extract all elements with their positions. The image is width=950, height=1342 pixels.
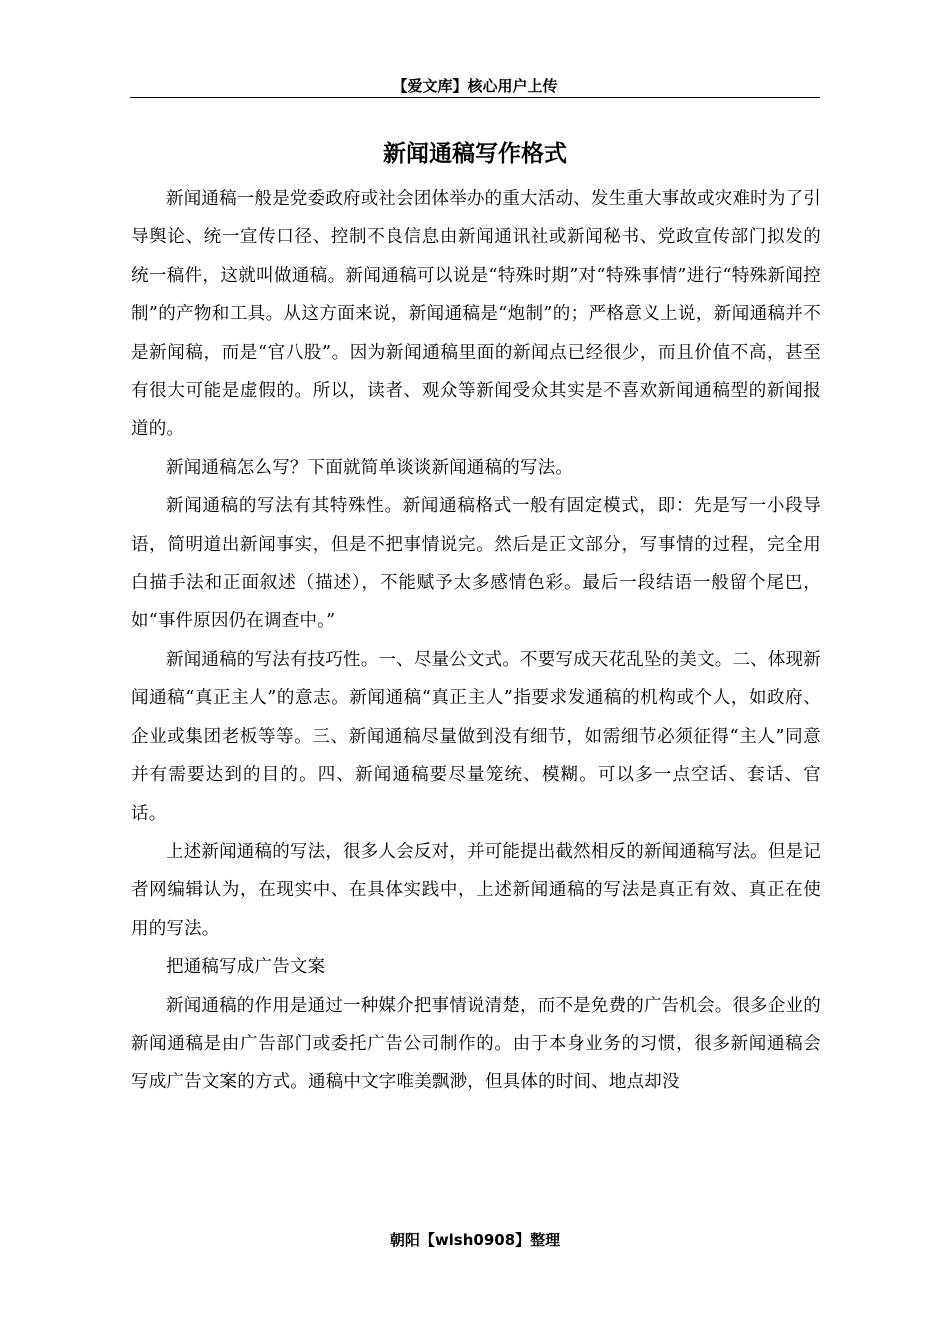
page-header: 【爱文库】核心用户上传 xyxy=(392,77,558,95)
paragraph-editor-opinion: 上述新闻通稿的写法，很多人会反对，并可能提出截然相反的新闻通稿写法。但是记者网编辑认为，在现实中、在具体实践中，上述新闻通稿的写法是真正有效、真正在使用的写法。 xyxy=(131,841,821,939)
paragraph-intro: 新闻通稿一般是党委政府或社会团体举办的重大活动、发生重大事故或灾难时为了引导舆论、统一宣传口径、控制不良信息由新闻通讯社或新闻秘书、党政宣传部门拟发的统一稿件，这就叫做通稿。新闻通稿可以说是“特殊时期”对“特殊事情”进行“特殊新闻控制”的产物和工具。从这方面来说，新闻通稿是“炮制”的；严格意义上说，新闻通稿并不是新闻稿，而是“官八股”。因为新闻通稿里面的新闻点已经很少，而且价值不高，甚至有很大可能是虚假的。所以，读者、观众等新闻受众其实是不喜欢新闻通稿型的新闻报道的。 xyxy=(131,189,821,440)
section-heading-ad-copy: 把通稿写成广告文案 xyxy=(166,957,326,978)
paragraph-ad-copy: 新闻通稿的作用是通过一种媒介把事情说清楚，而不是免费的广告机会。很多企业的新闻通稿是由广告部门或委托广告公司制作的。由于本身业务的习惯，很多新闻通稿会写成广告文案的方式。通稿中文字唯美飘渺，但具体的时间、地点却没 xyxy=(131,995,821,1093)
paragraph-how-to-write: 新闻通稿怎么写？下面就简单谈谈新闻通稿的写法。 xyxy=(166,457,574,478)
paragraph-techniques: 新闻通稿的写法有技巧性。一、尽量公文式。不要写成天花乱坠的美文。二、体现新闻通稿“真正主人”的意志。新闻通稿“真正主人”指要求发通稿的机构或个人，如政府、企业或集团老板等等。三、新闻通稿尽量做到没有细节，如需细节必须征得“主人”同意并有需要达到的目的。四、新闻通稿要尽量笼统、模糊。可以多一点空话、套话、官话。 xyxy=(131,649,821,824)
paragraph-particularity: 新闻通稿的写法有其特殊性。新闻通稿格式一般有固定模式，即：先是写一小段导语，简明道出新闻事实，但是不把事情说完。然后是正文部分，写事情的过程，完全用白描手法和正面叙述（描述），不能赋予太多感情色彩。最后一段结语一般留个尾巴，如“事件原因仍在调查中。” xyxy=(131,496,821,632)
document-title: 新闻通稿写作格式 xyxy=(383,141,567,167)
document-body xyxy=(131,180,821,1102)
page-footer: 朝阳【wlsh0908】整理 xyxy=(389,1231,561,1249)
header-divider xyxy=(130,97,820,98)
